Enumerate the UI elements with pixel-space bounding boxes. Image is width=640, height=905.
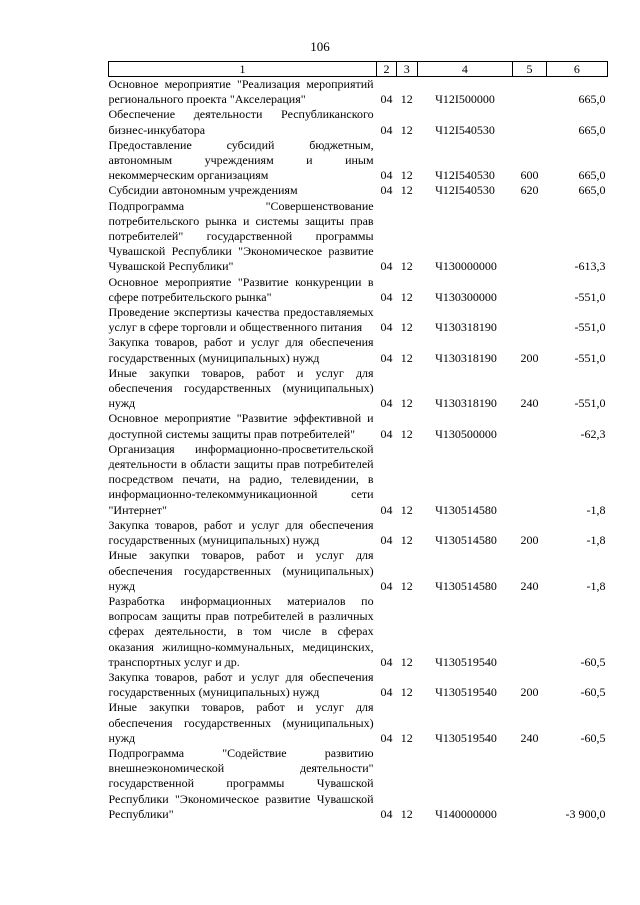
- row-target-code: Ч12I540530: [435, 168, 495, 183]
- row-subsection: 12: [400, 578, 413, 593]
- row-target-code: Ч12I500000: [435, 92, 495, 107]
- row-section: 04: [380, 806, 393, 821]
- row-subsection: 12: [400, 122, 413, 137]
- row-amount: -60,5: [580, 730, 606, 745]
- row-name: Проведение экспертизы качества предоставляемых услуг в сфере торговли и общественного питания: [108, 305, 374, 335]
- row-target-code: Ч130519540: [435, 685, 497, 700]
- row-subsection: 12: [400, 426, 413, 441]
- row-amount: -60,5: [580, 685, 606, 700]
- table-row: [109, 77, 608, 108]
- row-amount: 665,0: [578, 92, 606, 107]
- table-row: [109, 670, 608, 700]
- row-expense-type: 600: [520, 168, 539, 183]
- row-amount: -551,0: [574, 350, 606, 365]
- row-expense-type: [513, 746, 547, 822]
- header-col-1: 1: [109, 62, 377, 77]
- row-expense-type: 240: [520, 396, 539, 411]
- row-amount: 665,0: [578, 168, 606, 183]
- row-section: 04: [380, 396, 393, 411]
- row-expense-type: [513, 107, 547, 137]
- row-section: 04: [380, 259, 393, 274]
- row-target-code: Ч130514580: [435, 533, 497, 548]
- table-row: [109, 199, 608, 275]
- row-target-code: Ч130519540: [435, 730, 497, 745]
- row-name: Разработка информационных материалов по вопросам защиты прав потребителей в различных сферах деятельности, в том числе в сферах оказания жилищно-коммунальных, медицинских, транспортных услуг и др.: [108, 593, 374, 669]
- header-col-5: 5: [513, 62, 547, 77]
- table-row: [109, 107, 608, 137]
- row-name: Подпрограмма "Содействие развитию внешнеэкономической деятельности" государственной программы Чувашской Республики "Экономическое развитие Чувашской Республики": [108, 745, 374, 821]
- row-amount: -613,3: [574, 259, 606, 274]
- row-amount: -1,8: [586, 502, 606, 517]
- row-section: 04: [380, 685, 393, 700]
- row-name: Основное мероприятие "Развитие конкуренции в сфере потребительского рынка": [108, 274, 374, 304]
- row-subsection: 12: [400, 730, 413, 745]
- row-section: 04: [380, 426, 393, 441]
- row-target-code: Ч130318190: [435, 320, 497, 335]
- row-expense-type: 240: [520, 730, 539, 745]
- row-target-code: Ч130318190: [435, 350, 497, 365]
- table-row: [109, 366, 608, 412]
- row-section: 04: [380, 289, 393, 304]
- row-section: 04: [380, 183, 393, 198]
- row-subsection: 12: [400, 533, 413, 548]
- row-name: Обеспечение деятельности Республиканского бизнес-инкубатора: [108, 107, 374, 137]
- row-expense-type: 620: [520, 183, 539, 198]
- header-col-2: 2: [377, 62, 397, 77]
- table-header-row: [109, 62, 608, 77]
- row-subsection: 12: [400, 396, 413, 411]
- row-amount: -3 900,0: [565, 806, 606, 821]
- table-row: [109, 335, 608, 365]
- row-amount: -1,8: [586, 533, 606, 548]
- row-expense-type: [513, 305, 547, 335]
- row-section: 04: [380, 502, 393, 517]
- table-row: [109, 746, 608, 822]
- row-target-code: Ч12I540530: [435, 122, 495, 137]
- table-row: [109, 411, 608, 441]
- row-subsection: 12: [400, 654, 413, 669]
- table-row: [109, 275, 608, 305]
- row-section: 04: [380, 92, 393, 107]
- table-row: [109, 548, 608, 594]
- row-amount: 665,0: [578, 183, 606, 198]
- row-section: 04: [380, 122, 393, 137]
- row-subsection: 12: [400, 289, 413, 304]
- table-row: [109, 594, 608, 670]
- row-amount: -62,3: [580, 426, 606, 441]
- row-amount: 665,0: [578, 122, 606, 137]
- row-expense-type: [513, 594, 547, 670]
- row-name: Основное мероприятие "Развитие эффективной и доступной системы защиты прав потребителей": [108, 411, 374, 441]
- table-row: [109, 305, 608, 335]
- row-target-code: Ч130318190: [435, 396, 497, 411]
- page-number: 106: [310, 39, 330, 54]
- table-row: [109, 183, 608, 198]
- row-name: Иные закупки товаров, работ и услуг для обеспечения государственных (муниципальных) нужд: [108, 700, 374, 745]
- row-target-code: Ч130519540: [435, 654, 497, 669]
- budget-table: [108, 61, 608, 822]
- row-expense-type: [513, 442, 547, 518]
- row-name: Организация информационно-просветительской деятельности в области защиты прав потребителей посредством печати, на радио, телевидении, в информационно-телекоммуникационной сети "Интернет": [108, 441, 374, 517]
- row-expense-type: 240: [520, 578, 539, 593]
- row-target-code: Ч130300000: [435, 289, 497, 304]
- row-name: Закупка товаров, работ и услуг для обеспечения государственных (муниципальных) нужд: [108, 517, 374, 548]
- row-target-code: Ч130514580: [435, 578, 497, 593]
- row-target-code: Ч130514580: [435, 502, 497, 517]
- row-section: 04: [380, 578, 393, 593]
- row-amount: -551,0: [574, 396, 606, 411]
- header-col-4: 4: [417, 62, 513, 77]
- row-expense-type: 200: [520, 350, 539, 365]
- row-name: Предоставление субсидий бюджетным, автономным учреждениям и иным некоммерческим организациям: [108, 137, 374, 183]
- row-section: 04: [380, 350, 393, 365]
- row-target-code: Ч12I540530: [435, 183, 495, 198]
- row-subsection: 12: [400, 350, 413, 365]
- row-section: 04: [380, 320, 393, 335]
- row-amount: -551,0: [574, 289, 606, 304]
- table-row: [109, 138, 608, 184]
- row-expense-type: 200: [520, 533, 539, 548]
- row-amount: -60,5: [580, 654, 606, 669]
- header-col-3: 3: [396, 62, 417, 77]
- row-name: Закупка товаров, работ и услуг для обеспечения государственных (муниципальных) нужд: [108, 669, 374, 700]
- row-expense-type: 200: [520, 685, 539, 700]
- row-subsection: 12: [400, 685, 413, 700]
- row-target-code: Ч140000000: [435, 806, 497, 821]
- row-expense-type: [513, 275, 547, 305]
- row-target-code: Ч130000000: [435, 259, 497, 274]
- row-name: Основное мероприятие "Реализация мероприятий регионального проекта "Акселерация": [108, 77, 374, 107]
- row-section: 04: [380, 654, 393, 669]
- row-subsection: 12: [400, 806, 413, 821]
- row-section: 04: [380, 168, 393, 183]
- table-row: [109, 700, 608, 746]
- row-name: Иные закупки товаров, работ и услуг для обеспечения государственных (муниципальных) нужд: [108, 365, 374, 411]
- row-subsection: 12: [400, 92, 413, 107]
- row-target-code: Ч130500000: [435, 426, 497, 441]
- row-name: Субсидии автономным учреждениям: [108, 183, 298, 198]
- row-expense-type: [513, 77, 547, 108]
- row-expense-type: [513, 411, 547, 441]
- row-subsection: 12: [400, 502, 413, 517]
- row-subsection: 12: [400, 168, 413, 183]
- header-col-6: 6: [546, 62, 607, 77]
- row-subsection: 12: [400, 259, 413, 274]
- row-section: 04: [380, 533, 393, 548]
- row-subsection: 12: [400, 320, 413, 335]
- row-section: 04: [380, 730, 393, 745]
- row-expense-type: [513, 199, 547, 275]
- row-name: Подпрограмма "Совершенствование потребительского рынка и системы защиты прав потребителей" государственной программы Чувашской Республики "Экономическое развитие Чувашской Республики": [108, 198, 374, 274]
- row-amount: -1,8: [586, 578, 606, 593]
- row-name: Иные закупки товаров, работ и услуг для обеспечения государственных (муниципальных) нужд: [108, 548, 374, 593]
- table-row: [109, 442, 608, 518]
- row-amount: -551,0: [574, 320, 606, 335]
- table-row: [109, 518, 608, 548]
- row-subsection: 12: [400, 183, 413, 198]
- row-name: Закупка товаров, работ и услуг для обеспечения государственных (муниципальных) нужд: [108, 335, 374, 365]
